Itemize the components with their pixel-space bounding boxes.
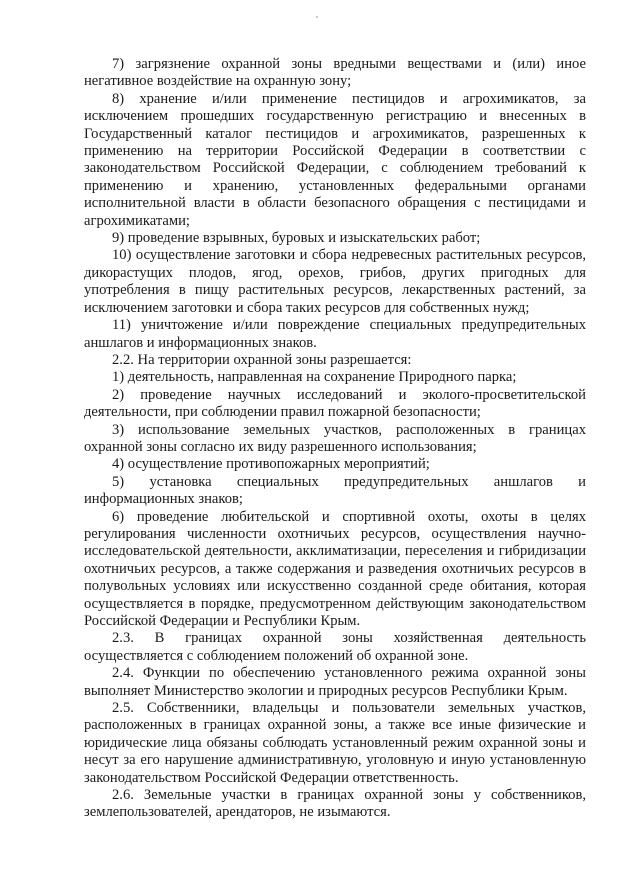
section-2-6: 2.6. Земельные участки в границах охранной зоны у собственников, землепользователей, арендаторов, не изымаются. [84, 787, 586, 821]
section-2-5: 2.5. Собственники, владельцы и пользователи земельных участков, расположенных в границах охранной зоны, а также все иные физические и юридические лица обязаны соблюдать установленный режим охранной зоны и несут за его нарушение административную, уголовную и иную установленную законодательством Российской Федерации ответственность. [84, 700, 586, 786]
allowed-item-5: 5) установка специальных предупредительных аншлагов и информационных знаков; [84, 473, 586, 508]
allowed-item-1: 1) деятельность, направленная на сохранение Природного парка; [112, 369, 517, 386]
section-2-3: 2.3. В границах охранной зоны хозяйственная деятельность осуществляется с соблюдением положений об охранной зоне. [84, 630, 586, 664]
document-page [84, 56, 586, 822]
allowed-item-3: 3) использование земельных участков, расположенных в границах охранной зоны согласно их виду разрешенного использования; [84, 421, 586, 455]
scan-speck [316, 16, 318, 18]
paragraph-item-7: 7) загрязнение охранной зоны вредными веществами и (или) иное негативное воздействие на охранную зону; [84, 56, 586, 90]
paragraph-item-10: 10) осуществление заготовки и сбора недревесных растительных ресурсов, дикорастущих плодов, ягод, орехов, грибов, других пригодных для употребления в пищу растительных ресурсов, лекарственных растений, за исключением заготовки и сбора таких ресурсов для собственных нужд; [84, 247, 586, 316]
section-2-4: 2.4. Функции по обеспечению установленного режима охранной зоны выполняет Министерство экологии и природных ресурсов Республики Крым. [84, 665, 586, 699]
section-2-2-heading: 2.2. На территории охранной зоны разрешается: [112, 351, 412, 368]
allowed-item-2: 2) проведение научных исследований и эколого-просветительской деятельности, при соблюдении правил пожарной безопасности; [84, 386, 586, 421]
paragraph-item-11: 11) уничтожение и/или повреждение специальных предупредительных аншлагов и информационных знаков. [84, 317, 586, 351]
paragraph-item-9: 9) проведение взрывных, буровых и изыскательских работ; [112, 230, 481, 247]
allowed-item-6: 6) проведение любительской и спортивной охоты, охоты в целях регулирования численности охотничьих ресурсов, осуществления научно-исследовательской деятельности, акклиматизации, переселения и гибридизации охотничьих ресурсов, а также содержания и разведения охотничьих ресурсов в полувольных условиях или искусственно созданной среде обитания, которая осуществляется в порядке, предусмотренном действующим законодательством Российской Федерации и Республики Крым. [84, 508, 586, 629]
allowed-item-4: 4) осуществление противопожарных мероприятий; [112, 456, 430, 473]
paragraph-item-8: 8) хранение и/или применение пестицидов и агрохимикатов, за исключением прошедших государственную регистрацию и внесенных в Государственный каталог пестицидов и агрохимикатов, разрешенных к применению на территории Российской Федерации в соответствии с законодательством Российской Федерации, с соблюдением требований к применению и хранению, установленных федеральными органами исполнительной власти в области безопасного обращения с пестицидами и агрохимикатами; [84, 90, 586, 229]
